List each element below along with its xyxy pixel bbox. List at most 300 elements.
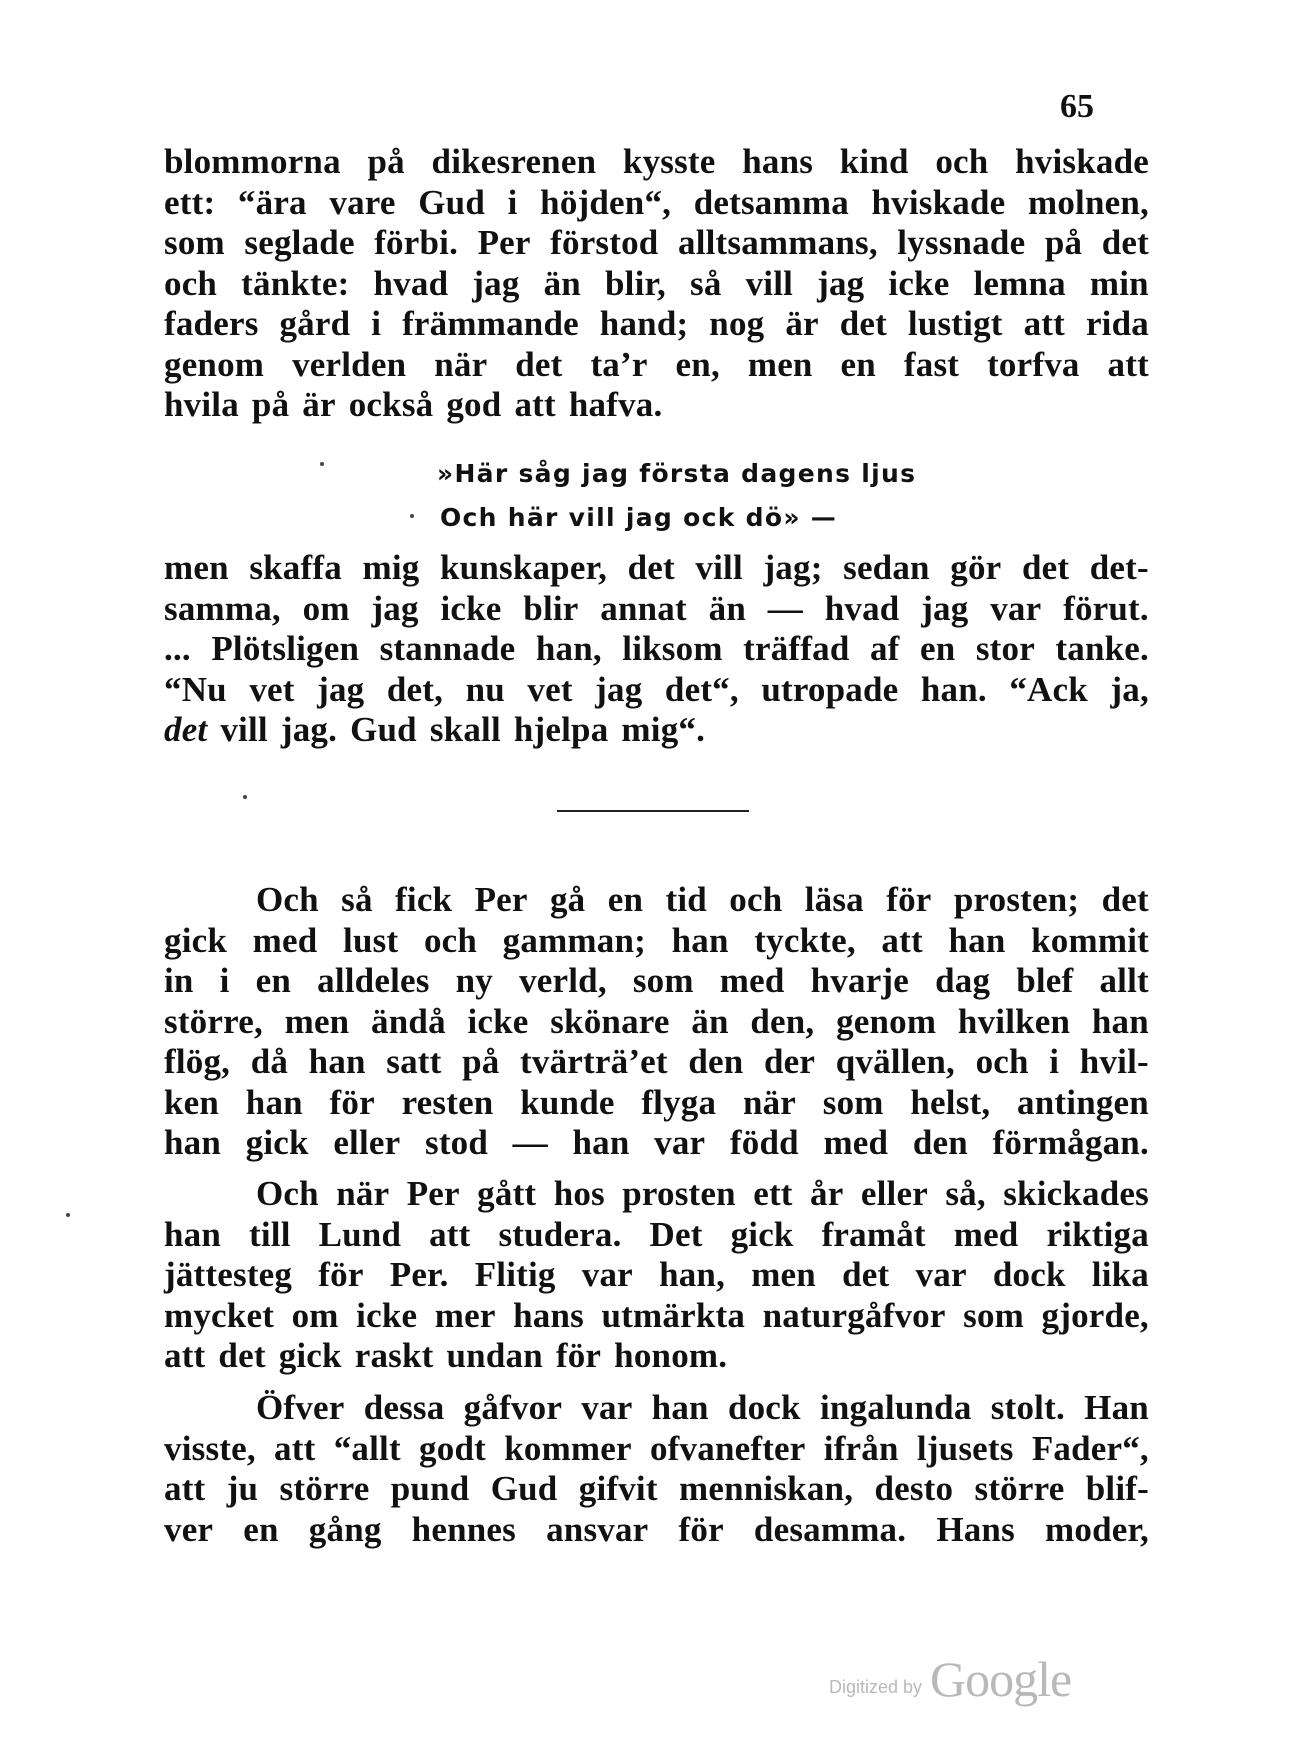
word: lyssnade xyxy=(897,223,1026,262)
word: hos xyxy=(553,1174,605,1213)
text-line xyxy=(164,921,1149,962)
word: lust xyxy=(343,920,399,960)
word: sedan xyxy=(843,548,930,587)
page-number: 65 xyxy=(1060,88,1094,125)
word: jag xyxy=(472,263,520,303)
word: var xyxy=(915,1255,967,1294)
word: gång xyxy=(308,1509,382,1549)
word: hvad xyxy=(824,588,900,628)
word: på xyxy=(1044,223,1083,262)
word: det xyxy=(839,304,887,343)
word: “allt xyxy=(333,1428,401,1468)
word: det xyxy=(1101,223,1149,262)
word: skickades xyxy=(1003,1174,1149,1213)
word: att xyxy=(1023,304,1065,343)
word: dessa xyxy=(363,1388,445,1427)
word: gåfvor xyxy=(463,1388,563,1427)
word: förut. xyxy=(1063,588,1149,628)
word: jag xyxy=(921,588,969,628)
word: det xyxy=(1021,548,1070,587)
word: detsamma xyxy=(693,182,849,222)
word: ljusets xyxy=(916,1428,1014,1468)
word: — xyxy=(767,588,803,628)
word: hvarje xyxy=(810,961,910,1000)
word: som xyxy=(822,1082,884,1122)
word: gått xyxy=(477,1174,537,1213)
word: en xyxy=(840,344,876,384)
word: större xyxy=(279,1469,370,1508)
word: än xyxy=(691,1001,729,1041)
word: i xyxy=(1049,1042,1060,1081)
word: blir xyxy=(523,588,579,628)
word: lemna xyxy=(973,263,1066,303)
word: pund xyxy=(390,1469,470,1508)
word: eller xyxy=(333,1123,401,1162)
word: främmande xyxy=(402,304,579,343)
word: han xyxy=(572,1123,630,1162)
word: Per. xyxy=(389,1255,449,1294)
word: som xyxy=(632,961,694,1000)
word: dock xyxy=(992,1255,1066,1294)
word: som xyxy=(963,1295,1025,1335)
word: stannade xyxy=(379,629,516,668)
word: Öfver xyxy=(256,1388,345,1427)
word: han xyxy=(164,1123,222,1162)
word: mig xyxy=(362,548,420,587)
word: ett xyxy=(753,1174,793,1213)
word: verlden xyxy=(292,344,407,384)
word: större, xyxy=(164,1001,263,1041)
word: alltsammans, xyxy=(678,223,878,262)
word: det xyxy=(218,1336,266,1375)
section-divider xyxy=(557,810,749,812)
word: kunde xyxy=(520,1082,615,1122)
word: nog xyxy=(709,304,765,343)
word: annat xyxy=(600,588,687,628)
word: i xyxy=(507,182,518,222)
text-line xyxy=(164,629,1149,670)
paragraph-1 xyxy=(164,142,1149,426)
word: hans xyxy=(513,1295,584,1335)
text-line xyxy=(164,183,1149,224)
word: — xyxy=(512,1123,548,1162)
word: naturgåfvor xyxy=(762,1295,946,1335)
word: en xyxy=(607,880,644,919)
word: nu xyxy=(465,669,505,709)
word: som xyxy=(164,223,225,262)
word: vill xyxy=(695,548,743,587)
word: jag xyxy=(317,669,365,709)
word: när xyxy=(434,344,488,384)
word: var xyxy=(654,1123,706,1162)
paragraph-2 xyxy=(164,548,1149,751)
word: ändå xyxy=(371,1001,446,1041)
word: jag xyxy=(371,588,419,628)
word: men xyxy=(747,344,813,384)
word: Hans xyxy=(936,1509,1015,1549)
word: och xyxy=(935,142,989,181)
word: vare xyxy=(329,182,396,222)
word: god xyxy=(446,385,502,424)
word: på xyxy=(251,385,290,424)
word: dag xyxy=(935,961,991,1000)
word: vet xyxy=(527,669,573,709)
word: gifvit xyxy=(578,1469,658,1508)
word: satt xyxy=(386,1042,442,1081)
word: än xyxy=(543,263,581,303)
word: ingalunda xyxy=(819,1388,972,1427)
digitized-by-google-watermark xyxy=(829,1650,1071,1708)
word: tid xyxy=(665,880,707,919)
word: hvila xyxy=(164,385,239,424)
word: också xyxy=(348,385,434,424)
word: men xyxy=(284,1001,350,1041)
word: godt xyxy=(419,1428,486,1468)
word: var xyxy=(581,1255,633,1294)
word: jättesteg xyxy=(164,1255,293,1294)
word: mig“. xyxy=(621,710,706,749)
word: han xyxy=(948,920,1006,960)
word: rida xyxy=(1085,304,1149,343)
word: undan xyxy=(446,1336,543,1375)
word: ja, xyxy=(1110,669,1149,709)
verse-quote xyxy=(437,452,957,540)
word: ta’r xyxy=(590,344,648,384)
word: ansvar xyxy=(546,1509,649,1549)
word: Lund xyxy=(318,1214,402,1254)
word: menniskan, xyxy=(679,1469,854,1508)
word: att xyxy=(164,1336,206,1375)
word: hvad xyxy=(373,263,449,303)
word: gick xyxy=(164,920,228,960)
word: torfva xyxy=(987,344,1080,384)
word: der xyxy=(764,1042,816,1081)
word: det“, xyxy=(664,669,739,709)
word: “Nu xyxy=(164,669,227,709)
word: Fader“, xyxy=(1031,1428,1149,1468)
word: lika xyxy=(1091,1255,1149,1294)
word: att xyxy=(881,920,923,960)
text-line xyxy=(164,710,1149,751)
word: desto xyxy=(874,1469,954,1508)
text-line xyxy=(164,670,1149,711)
print-speck xyxy=(243,795,247,799)
word: ifrån xyxy=(823,1428,899,1468)
word: desamma. xyxy=(753,1509,907,1549)
word: den xyxy=(688,1042,744,1081)
word: “Ack xyxy=(1009,669,1088,709)
text-line xyxy=(164,1174,1149,1215)
word: kommit xyxy=(1031,920,1149,960)
word: han xyxy=(651,1388,709,1427)
word: gick xyxy=(245,1123,309,1162)
word: verld, xyxy=(519,961,607,1000)
word: honom. xyxy=(614,1336,728,1375)
word: hand; xyxy=(599,304,689,343)
word: att xyxy=(514,385,556,424)
word: af xyxy=(869,629,900,668)
word: icke xyxy=(888,263,950,303)
word: studera. xyxy=(498,1214,622,1254)
word: raskt xyxy=(354,1336,434,1375)
word: då xyxy=(250,1042,289,1081)
word: det xyxy=(1101,880,1149,919)
word: liksom xyxy=(622,629,723,668)
word: tvärträ’et xyxy=(520,1042,668,1081)
word: med xyxy=(252,920,318,960)
text-line xyxy=(164,589,1149,630)
word: riktiga xyxy=(1046,1214,1149,1254)
text-line xyxy=(164,548,1149,589)
word: hennes xyxy=(411,1509,516,1549)
word: att xyxy=(164,1469,206,1508)
word: moder, xyxy=(1045,1509,1149,1549)
word: ny xyxy=(455,961,493,1000)
word: är xyxy=(302,385,336,424)
word: är xyxy=(785,304,819,343)
word: med xyxy=(953,1214,1019,1254)
print-speck xyxy=(320,462,324,466)
word: den xyxy=(912,1123,968,1162)
word: hviskade xyxy=(871,182,1006,222)
word: helst, xyxy=(910,1082,991,1122)
word: född xyxy=(729,1123,799,1162)
word: Gud xyxy=(350,710,417,749)
text-line xyxy=(164,385,1149,426)
word: gå xyxy=(549,880,586,919)
word: han xyxy=(245,1082,303,1122)
word: Det xyxy=(649,1214,703,1254)
word: allt xyxy=(1099,961,1149,1000)
paragraph-4 xyxy=(164,1174,1149,1377)
word: Per xyxy=(477,223,531,262)
word: fast xyxy=(903,344,960,384)
word: att xyxy=(429,1214,471,1254)
word: framåt xyxy=(821,1214,926,1254)
word: skönare xyxy=(550,1001,670,1041)
text-line xyxy=(164,1429,1149,1470)
word: utmärkta xyxy=(601,1295,746,1335)
verse-line-2: Och här vill jag ock dö» — xyxy=(440,503,838,532)
word: för xyxy=(555,1336,602,1375)
word: för xyxy=(329,1082,375,1122)
word: kunskaper, xyxy=(440,548,608,587)
word: samma, xyxy=(164,588,281,628)
word: Plötsligen xyxy=(211,629,360,668)
word: gick xyxy=(278,1336,342,1375)
word: gård xyxy=(279,304,351,343)
word: hafva. xyxy=(568,385,663,424)
word: blef xyxy=(1016,961,1074,1000)
word: han, xyxy=(659,1255,726,1294)
print-speck xyxy=(410,514,414,518)
text-line xyxy=(164,1083,1149,1124)
word: så xyxy=(341,880,373,919)
word: icke xyxy=(440,588,502,628)
word: hjelpa xyxy=(513,710,609,749)
word: Han xyxy=(1084,1388,1149,1427)
text-line xyxy=(164,1469,1149,1510)
word: om xyxy=(291,1295,339,1335)
google-logo: Google xyxy=(930,1651,1072,1707)
word: och xyxy=(423,920,478,960)
word: han, xyxy=(535,629,602,668)
word: och xyxy=(729,880,783,919)
word: faders xyxy=(164,304,259,343)
word: gjorde, xyxy=(1041,1295,1149,1335)
word: Gud xyxy=(418,182,485,222)
word: hviskade xyxy=(1015,142,1149,181)
word: förstod xyxy=(550,223,659,262)
word: en xyxy=(255,961,292,1000)
text-line xyxy=(164,304,1149,345)
word: in xyxy=(164,961,194,1000)
word: visste, xyxy=(164,1428,256,1468)
word: när xyxy=(336,1174,390,1213)
text-line xyxy=(164,1123,1149,1164)
word: stolt. xyxy=(990,1388,1065,1427)
word: ju xyxy=(226,1469,259,1508)
word: ken xyxy=(164,1082,220,1122)
word: i xyxy=(371,304,382,343)
word: ofvanefter xyxy=(649,1428,806,1468)
text-line xyxy=(164,1510,1149,1551)
word: den, xyxy=(750,1001,815,1041)
word: med xyxy=(823,1123,889,1162)
word: än xyxy=(708,588,746,628)
word: antingen xyxy=(1017,1082,1149,1122)
word: tyckte, xyxy=(754,920,856,960)
word: så xyxy=(690,263,722,303)
word: det xyxy=(627,548,675,587)
word: eller xyxy=(860,1174,928,1213)
word: i xyxy=(219,961,230,1000)
word: seglade xyxy=(244,223,355,262)
word: tanke. xyxy=(1055,629,1149,668)
word: det xyxy=(164,710,208,749)
word: vill xyxy=(220,710,268,749)
word: icke xyxy=(356,1295,418,1335)
word: vill xyxy=(745,263,794,303)
word: var xyxy=(581,1388,633,1427)
word: blif- xyxy=(1085,1469,1149,1508)
word: han. xyxy=(920,669,987,709)
word: det- xyxy=(1089,548,1149,587)
text-line xyxy=(164,1215,1149,1256)
word: molnen, xyxy=(1028,182,1149,222)
word: ett: xyxy=(164,182,216,222)
word: Och xyxy=(256,1174,319,1213)
word: stor xyxy=(975,629,1035,668)
word: ... xyxy=(164,629,191,668)
word: med xyxy=(719,961,785,1000)
word: förbi. xyxy=(374,223,459,262)
word: om xyxy=(302,588,350,628)
word: till xyxy=(248,1214,291,1254)
word: skall xyxy=(429,710,501,749)
text-line xyxy=(164,1255,1149,1296)
word: en, xyxy=(675,344,720,384)
word: han xyxy=(164,1214,222,1254)
word: icke xyxy=(467,1001,529,1041)
word: han xyxy=(308,1042,366,1081)
word: fick xyxy=(395,880,453,919)
word: “ära xyxy=(237,182,307,222)
text-line xyxy=(164,1296,1149,1337)
word: gamman; xyxy=(502,920,647,960)
word: blommorna xyxy=(164,142,341,181)
word: förmågan. xyxy=(992,1123,1149,1162)
verse-line-1: »Här såg jag första dagens ljus xyxy=(437,459,917,488)
word: för xyxy=(678,1509,724,1549)
word: att xyxy=(274,1428,316,1468)
word: träffad xyxy=(743,629,850,668)
word: dikesrenen xyxy=(431,142,597,181)
word: kind xyxy=(839,142,909,181)
word: flög, xyxy=(164,1042,231,1081)
word: och xyxy=(164,263,218,303)
word: men xyxy=(164,548,229,587)
word: hans xyxy=(742,142,814,181)
word: min xyxy=(1089,263,1149,303)
word: en xyxy=(243,1509,279,1549)
text-line xyxy=(164,961,1149,1002)
word: men xyxy=(751,1255,816,1294)
text-line xyxy=(164,223,1149,264)
word: prosten xyxy=(622,1174,736,1213)
word: hvil- xyxy=(1079,1042,1149,1081)
word: Per xyxy=(406,1174,460,1213)
text-line xyxy=(164,1002,1149,1043)
word: större xyxy=(974,1469,1065,1508)
word: alldeles xyxy=(317,961,430,1000)
word: jag xyxy=(817,263,865,303)
word: på xyxy=(462,1042,500,1081)
word: det, xyxy=(386,669,444,709)
text-line xyxy=(164,142,1149,183)
word: för xyxy=(886,880,932,919)
word: var xyxy=(990,588,1042,628)
word: prosten; xyxy=(953,880,1080,919)
word: på xyxy=(367,142,405,181)
word: läsa xyxy=(804,880,864,919)
watermark-prefix: Digitized by xyxy=(829,1677,923,1697)
paragraph-3 xyxy=(164,880,1149,1164)
word: genom xyxy=(164,344,265,384)
word: jag xyxy=(595,669,643,709)
word: han xyxy=(1091,1001,1149,1041)
word: han xyxy=(671,920,729,960)
word: år xyxy=(810,1174,844,1213)
word: så, xyxy=(945,1174,986,1213)
word: dock xyxy=(727,1388,801,1427)
word: mycket xyxy=(164,1295,275,1335)
word: Och xyxy=(256,880,319,919)
word: flyga xyxy=(641,1082,717,1122)
word: kommer xyxy=(504,1428,632,1468)
word: höjden“, xyxy=(540,182,672,222)
text-line xyxy=(164,1042,1149,1083)
word: det xyxy=(842,1255,890,1294)
word: Per xyxy=(474,880,528,919)
word: genom xyxy=(836,1001,937,1041)
word: när xyxy=(742,1082,797,1122)
word: lustigt xyxy=(907,304,1003,343)
word: det xyxy=(515,344,563,384)
word: och xyxy=(975,1042,1029,1081)
word: en xyxy=(919,629,956,668)
word: jag. xyxy=(280,710,338,749)
